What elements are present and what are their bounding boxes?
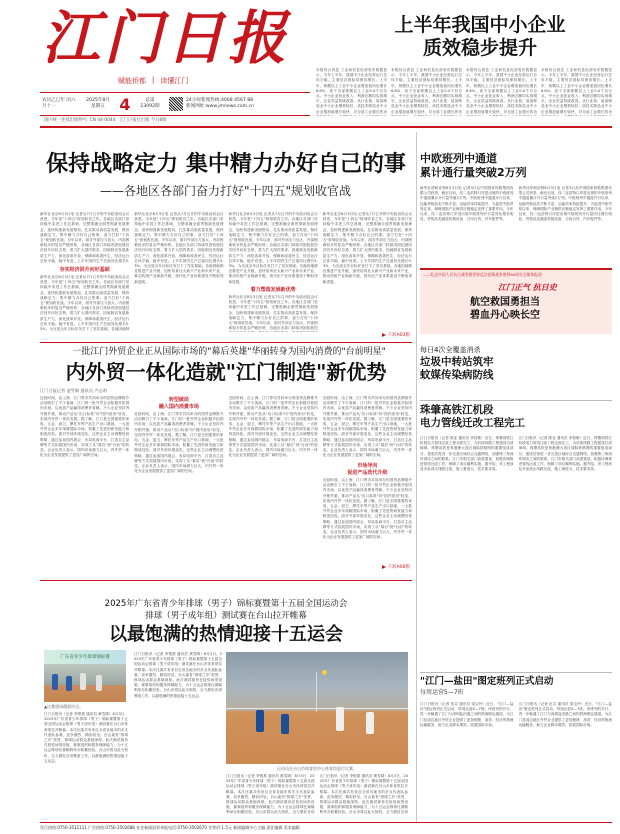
sports-photo-small-caption: ▲比赛现场精彩纷呈。 — [44, 704, 84, 709]
cn-number-line — [44, 117, 166, 123]
middle-headline: 内外贸一体化造就"江门制造"新优势 — [65, 360, 387, 384]
day-number: 4 — [119, 94, 131, 114]
masthead-title: 江门日报 — [42, 4, 291, 72]
divider — [420, 672, 612, 673]
campaign-headline — [470, 296, 540, 322]
right-top-headline-line1: 中欧班列中通道 — [420, 152, 497, 165]
section-divider — [40, 580, 412, 581]
right-story-2-line1: 垃圾中转站筑牢 — [420, 356, 494, 368]
sports-photo-large — [226, 652, 408, 764]
sports-body-col: 江门日报讯（记者 李银燕 通讯员 黄雪晴）8月3日，2025年广东省青少年排球（男子）锦标赛暨第十五届全国运动会排球（男子成年组）测试赛在台山市体育馆拉开帷幕。本次比赛共有来自全省各地市的多支代表队参赛，竞争激烈，精彩纷呈。台山素有"排球之乡"美誉，排球运动群众基础深厚。此次测试赛旨在检验场馆设施、赛事组织和服务保障能力，为十五运会排球比赛顺利举办积累经验。台山市将以此为契机，全力做好各项 — [226, 774, 315, 815]
middle-body-col: 近段时间，由上海、江门等市共同举办的国货品牌推介活动吸引了不少客商。江门的一批外贸企业积极开拓国内市场，以优质产品赢得消费者青睐。不少企业坚持内外销并重，推动产品从"出口标准"向"国内爱用"转变，实现内外贸一体化发展。据了解，江门是全国重要的家电、五金、厨卫、摩托车等产品生产出口基地，一大批外贸企业多年深耕国际市场，积累了先进的研发能力和制造经验。面对外部环境变化，这些企业主动调整经营策略，通过参加国内展会、布局电商平台、打造自主品牌等方式拓展国内市场，实现了从"幕后"到"台前"的转变。企业负责人表示，国内市场潜力巨大，内外贸一体化为企业发展提供了更加广阔的空间。 — [322, 478, 412, 540]
right-top-story[interactable] — [420, 132, 612, 264]
sports-photo-small — [44, 664, 126, 702]
campaign-box[interactable] — [420, 268, 612, 334]
info-bar — [40, 92, 310, 116]
middle-section-head-3: 市场导向 — [357, 463, 378, 469]
right-story-4-body-col: 江门日报讯（记者 伍芬 通讯员 梁宝玲）近日，"江门—盐田"图定班列正式启动，每周运营5—7班。该班列的开行，进一步畅通了江门与深圳盐田港之间的铁海联运通道，为江门及周边地区外贸企业提供了更加便捷、高效、经济的物流运输服务，助力企业降本增效，拓展国际市场。 — [518, 702, 612, 727]
lead-headline: 保持战略定力 集中精力办好自己的事 — [46, 152, 406, 177]
slogan-1: 赋能侨都 — [118, 77, 146, 85]
weekday: 星期五 — [91, 104, 105, 109]
top-story-body — [316, 68, 612, 116]
campaign-banner: ——纪念中国人民抗日战争暨世界反法西斯战争胜利80周年全媒体报道 — [423, 272, 542, 277]
top-body-col: 本报综合消息 工业和信息化部发布数据显示，今年上半年，我国中小企业经营运行总体平稳，主要经济指标均保持增长。上半年，规模以上工业中小企业增加值同比增长6.8%，高于全部规模以上工业0.4个百分点。中小企业营业收入、利润总额均实现增长，企业效益持续改善。从行业看，装备制造业中小企业增势较好，高技术制造业中小企业增加值增长较快，对全部工业增长的贡 — [541, 68, 612, 114]
middle-kicker: 一批江门外贸企业正从国际市场的"幕后英雄"华丽转身为国内消费的"台前明星" — [72, 347, 386, 357]
divider — [420, 400, 612, 401]
sports-headline: 以最饱满的热情迎接十五运会 — [109, 624, 343, 645]
right-story-3-body-col: 江门日报讯（记者 陈亚 通讯员 李智敏）近日，珠肇高铁江机段电力管线迁改工程全面完工，为后续线路工程建设扫清障碍。珠肇高铁是粤港澳大湾区城际铁路网的重要组成部分，建成后将进一步完善区域综合交通网络，加强珠三角西岸城市之间的联系。江门市相关部门高度重视，积极协调推进管线迁改工作，保障了项目顺利实施。据介绍，该工程涉及多条高压线路迁改，施工难度大、技术要求高。 — [518, 436, 612, 472]
sports-body-col: 江门日报讯（记者 李银燕 通讯员 黄雪晴）8月3日，2025年广东省青少年排球（男子）锦标赛暨第十五届全国运动会排球（男子成年组）测试赛在台山市体育馆拉开帷幕。本次比赛共有来自全省各地市的多支代表队参赛，竞争激烈，精彩纷呈。台山素有"排球之乡"美誉，排球运动群众基础深厚。此次测试赛旨在检验场馆设施、赛事组织和服务保障能力，为十五运会排球比赛顺利举办积累经验。台山市将以此为契机，全力做好各项筹备工作，以最饱满的热情迎接十五运会。 — [44, 712, 128, 763]
middle-byline: 江门日报记者 凌雪敏 通讯员 卢志明 — [40, 388, 107, 393]
publisher-line: 江门日报社出版 今日8版 — [119, 118, 167, 123]
right-story-2-line2: 蚊媒传染病防线 — [420, 369, 494, 381]
issue-number: 13092期 — [140, 104, 160, 109]
right-story-3-line2: 电力管线迁改工程完工 — [420, 417, 525, 429]
sports-banner-text: 广东省青少年排球锦标赛 — [60, 655, 110, 660]
right-story-4-subtitle: 每周运营5—7班 — [420, 689, 464, 696]
lead-story[interactable] — [40, 132, 412, 338]
top-story-headline[interactable] — [350, 14, 610, 60]
middle-section-head-4: 促进产品迭代升级 — [347, 470, 388, 476]
top-headline-line1: 上半年我国中小企业 — [394, 14, 566, 36]
right-story-3-line1: 珠肇高铁江机段 — [420, 404, 494, 416]
lead-continue-label: 下转A03版 — [387, 333, 410, 338]
right-story-3-headline — [420, 404, 612, 430]
right-story-4-body-col: 江门日报讯（记者 伍芬 通讯员 梁宝玲）近日，"江门—盐田"图定班列正式启动，每周运营5—7班。该班列的开行，进一步畅通了江门与深圳盐田港之间的铁海联运通道，为江门及周边地区外贸企业提供了更加便捷、高效、经济的物流运输服务，助力企业降本增效，拓展国际市场。 — [420, 702, 514, 727]
right-top-body-col: 新华社呼和浩特8月3日电 记者3日从中国国家铁路集团有限公司获悉，截至目前，经二连浩特口岸进出境的中欧班列中通道累计开行量突破2万列。中欧班列中通道开行以来，运输货物品类不断丰富，运输效率持续提升，为促进中欧贸易往来、保障国际产业链供应链稳定发挥了重要作用。今年以来，经二连浩特口岸进出境中欧班列开行量同比增长明显，货物品类涵盖机械设备、日用百货、汽车配件等。 — [518, 186, 612, 222]
masthead-divider — [40, 126, 612, 128]
footer-divider — [40, 822, 612, 823]
top-body-col: 本报综合消息 工业和信息化部发布数据显示，今年上半年，我国中小企业经营运行总体平稳，主要经济指标均保持增长。上半年，规模以上工业中小企业增加值同比增长6.8%，高于全部规模以上工业0.4个百分点。中小企业营业收入、利润总额均实现增长，企业效益持续改善。从行业看，装备制造业中小企业增势较好，高技术制造业中小企业增加值增长较快，对全部工业增长的贡 — [466, 68, 537, 114]
campaign-headline-line2: 碧血丹心映长空 — [470, 310, 540, 321]
right-story-3[interactable] — [420, 404, 612, 670]
middle-section-head-2: 融入国内消费市场 — [158, 404, 199, 410]
section-divider — [40, 342, 412, 343]
lead-section-head-1: 夯实经济回升向好基础 — [59, 267, 110, 273]
sports-kicker-line1: 2025年广东省青少年排球（男子）锦标赛暨第十五届全国运动会 — [104, 599, 348, 609]
middle-continue[interactable] — [382, 564, 410, 570]
slogan-2: 读懂江门 — [160, 77, 189, 85]
top-body-col: 本报综合消息 工业和信息化部发布数据显示，今年上半年，我国中小企业经营运行总体平稳，主要经济指标均保持增长。上半年，规模以上工业中小企业增加值同比增长6.8%，高于全部规模以上工业0.4个百分点。中小企业营业收入、利润总额均实现增长，企业效益持续改善。从行业看，装备制造业中小企业增势较好，高技术制造业中小企业增加值增长较快，对全部工业增长的贡 — [391, 68, 462, 114]
middle-section-head-1: 转型破局 — [168, 397, 189, 403]
sports-story[interactable] — [40, 584, 412, 820]
lead-body-col: 新华社北京8月3日电 记者从7月召开的中央政治局会议获悉，今年是"十四五"规划收官之年。各地区各部门坚持稳中求进工作总基调，完整准确全面贯彻新发展理念，加快构建新发展格局，扎实推动高质量发展，保持战略定力，集中精力办好自己的事，奋力打好"十四五"规划收官战。今年以来，面对外部压力加大、内部困难较多的复杂严峻形势，各地区各部门持续巩固拓展经济回升向好态势，着力扩大国内需求，因地制宜发展新质生产力，深化改革开放，保障和改善民生，经济运行总体平稳、稳中有进。上半年国内生产总值同比增长5.3%，为完成全年目标任务打下了坚实基础。各地因地制宜推进产业升级，加快培育壮大新兴产业和未来产业，推动传统产业焕新升级，现代化产业体系建设不断取得新进展。 — [134, 212, 224, 284]
top-body-col: 本报综合消息 工业和信息化部发布数据显示，今年上半年，我国中小企业经营运行总体平稳，主要经济指标均保持增长。上半年，规模以上工业中小企业增加值同比增长6.8%，高于全部规模以上工业0.4个百分点。中小企业营业收入、利润总额均实现增长，企业效益持续改善。从行业看，装备制造业中小企业增势较好，高技术制造业中小企业增加值增长较快，对全部工业增长的贡 — [316, 68, 387, 114]
column-divider — [416, 132, 417, 822]
issue-label: 总第 — [145, 98, 155, 103]
right-story-3-body-col: 江门日报讯（记者 陈亚 通讯员 李智敏）近日，珠肇高铁江机段电力管线迁改工程全面完工，为后续线路工程建设扫清障碍。珠肇高铁是粤港澳大湾区城际铁路网的重要组成部分，建成后将进一步完善区域综合交通网络，加强珠三角西岸城市之间的联系。江门市相关部门高度重视，积极协调推进管线迁改工作，保障了项目顺利实施。据介绍，该工程涉及多条高压线路迁改，施工难度大、技术要求高。 — [420, 436, 514, 472]
right-top-body-col: 新华社呼和浩特8月3日电 记者3日从中国国家铁路集团有限公司获悉，截至目前，经二连浩特口岸进出境的中欧班列中通道累计开行量突破2万列。中欧班列中通道开行以来，运输货物品类不断丰富，运输效率持续提升，为促进中欧贸易往来、保障国际产业链供应链稳定发挥了重要作用。今年以来，经二连浩特口岸进出境中欧班列开行量同比增长明显，货物品类涵盖机械设备、日用百货、汽车配件等。 — [420, 186, 514, 222]
triangle-icon — [382, 333, 386, 337]
right-top-headline-line2: 累计通行量突破2万列 — [420, 166, 527, 179]
footer: 发行热线:0750-3511111 广告热线:0750-3502688 社会新闻投诉举报电话:0750-3502670 零售价:1.5元 新闻编辑中心主编 责任编辑 美术编辑 — [40, 825, 300, 830]
right-story-4-headline: "江门—盐田"图定班列正式启动 — [420, 676, 554, 687]
lead-continue[interactable] — [382, 332, 410, 338]
top-headline-line2: 质效稳步提升 — [422, 37, 537, 59]
middle-body-col: 近段时间，由上海、江门等市共同举办的国货品牌推介活动吸引了不少客商。江门的一批外贸企业积极开拓国内市场，以优质产品赢得消费者青睐。不少企业坚持内外销并重，推动产品从"出口标准"向"国内爱用"转变，实现内外贸一体化发展。据了解，江门是全国重要的家电、五金、厨卫、摩托车等产品生产出口基地，一大批外贸企业多年深耕国际市场，积累了先进的研发能力和制造经验。面对外部环境变化，这些企业主动调整经营策略，通过参加国内展会、布局电商平台、打造自主品牌等方式拓展国内市场，实现了从"幕后"到"台前"的转变。企业负责人表示，国内市场潜力巨大，内外贸一体化为企业发展提供了更加广阔的空间。 — [40, 396, 130, 458]
sports-kicker — [40, 598, 412, 622]
right-story-4[interactable] — [420, 676, 612, 820]
middle-story[interactable] — [40, 346, 412, 576]
lead-body-col: 新华社北京8月3日电 记者从7月召开的中央政治局会议获悉，今年是"十四五"规划收官之年。各地区各部门坚持稳中求进工作总基调，完整准确全面贯彻新发展理念，加快构建新发展格局，扎实推动高质量发展，保持战略定力，集中精力办好自己的事，奋力打好"十四五"规划收官战。今年以来，面对外部压力加大、内部困难较多的复杂严峻形势，各地区各部门持续巩固拓展经济回升向好态势，着力扩大国内需求，因地制宜发展新质生产力，深化改革开放，保障和改善民生，经济运行总体平稳、稳中有进。上半年国内生产总值同比增长5.3%，为完成全年目标任务打下了坚实基础。各地因地制宜推进产业升级，加快培育壮大新兴产业和未来产业，推动传统产业焕新升级，现代化产业体系建设不断取得新进展。 — [322, 212, 412, 284]
lead-body-col: 新华社北京8月3日电 记者从7月召开的中央政治局会议获悉，今年是"十四五"规划收官之年。各地区各部门坚持稳中求进工作总基调，完整准确全面贯彻新发展理念，加快构建新发展格局，扎实推动高质量发展，保持战略定力，集中精力办好自己的事，奋力打好"十四五"规划收官战。今年以来，面对外部压力加大、内部困难较多的复杂严峻形势，各地区各部门持续巩固拓展经济回升向好态势，着力扩大国内需求，因地制宜发展新质生产力，深化改革开放，保障和改善民生，经济运行总体平稳、稳中有进。上半年国内生产总值同比增长5. — [40, 212, 130, 263]
masthead-slogan: 赋能侨都 | 读懂江门 — [118, 76, 189, 85]
qr-code — [169, 97, 183, 111]
masthead — [0, 0, 620, 123]
sports-body-col: 江门日报讯（记者 李银燕 通讯员 黄雪晴）8月3日，2025年广东省青少年排球（男子）锦标赛暨第十五届全国运动会排球（男子成年组）测试赛在台山市体育馆拉开帷幕。本次比赛共有来自全省各地市的多支代表队参赛，竞争激烈，精彩纷呈。台山素有"排球之乡"美誉，排球运动群众基础深厚。此次测试赛旨在检验场馆设施、赛事组织和服务保障能力，为十五运会排球比赛顺利举办积累经验。台山市将以此为契机，全力做好各项筹备工作，以最饱满的热情迎接十五运会。 — [134, 652, 222, 698]
right-top-headline — [420, 152, 612, 180]
sports-body-col: 江门日报讯（记者 李银燕 通讯员 黄雪晴）8月3日，2025年广东省青少年排球（男子）锦标赛暨第十五届全国运动会排球（男子成年组）测试赛在台山市体育馆拉开帷幕。本次比赛共有来自全省各地市的多支代表队参赛，竞争激烈，精彩纷呈。台山素有"排球之乡"美誉，排球运动群众基础深厚。此次测试赛旨在检验场馆设施、赛事组织和服务保障能力，为十五运会排球比赛顺利举办积累经验。台山市将以此为契机，全力做好各项 — [319, 774, 408, 815]
cn-number: 国内统一连续出版物号: CN 44-0044 — [44, 118, 116, 123]
middle-body-col: 近段时间，由上海、江门等市共同举办的国货品牌推介活动吸引了不少客商。江门的一批外贸企业积极开拓国内市场，以优质产品赢得消费者青睐。不少企业坚持内外销并重，推动产品从"出口标准"向"国内爱用"转变，实现内外贸一体化发展。据了解，江门是全国重要的家电、五金、厨卫、摩托车等产品生产出口基地，一大批外贸企业多年深耕国际市场，积累了先进的研发能力和制造经验。面对外部环境变化，这些企业主动调整经营策略，通过参加国内展会、布局电商平台、打造自主品牌等方式拓展国内市场，实现了从"幕后"到"台前"的转变。企业负责人表示，国内市场潜力巨大，内外贸一体化为企业发展提供了更加广阔的空间。 — [322, 396, 412, 458]
hotline: 24小时新闻热线:4008 4567 88 — [186, 98, 254, 103]
website: 新闻网址:www.jmnews.com.cn — [186, 104, 255, 109]
right-story-2-headline — [420, 356, 612, 382]
triangle-icon — [382, 565, 386, 569]
right-story-2-kicker: 每日4次全覆盖消杀 — [420, 346, 481, 354]
middle-body-col: 近段时间，由上海、江门等市共同举办的国货品牌推介活动吸引了不少客商。江门的一批外贸企业积极开拓国内市场，以优质产品赢得消费者青睐。不少企业坚持内外销并重，推动产品从"出口标准"向"国内爱用"转变，实现内外贸一体化发展。据了解，江门是全国重要的家电、五金、厨卫、摩托车等产品生产出口基地，一大批外贸企业多年深耕国际市场，积累了先进的研发能力和制造经验。面对外部环境变化，这些企业主动调整经营策略，通过参加国内展会、布局电商平台、打造自主品牌等方式拓展国内市场，实现了从"幕后"到"台前"的转变。企业负责人表示，国内市场潜力巨大，内外贸一体化为企业发展提供了更加广阔的空间。 — [228, 396, 318, 458]
sports-kicker-line2: 排球（男子成年组）测试赛在台山拉开帷幕 — [145, 611, 307, 621]
right-story-2[interactable] — [420, 346, 612, 398]
middle-continue-label: 下转A06版 — [387, 565, 410, 570]
campaign-program: 江门正气 抗日史 — [498, 282, 557, 292]
lunar-date: 农历乙巳年 闰六月十一 — [42, 98, 76, 109]
lead-body-col: 新华社北京8月3日电 记者从7月召开的中央政治局会议获悉，今年是"十四五"规划收官之年。各地区各部门坚持稳中求进工作总基调，完整准确全面贯彻新发展理念，加快构建新发展格局，扎实推动高质量发展，保持战略定力，集中精力办好自己的事，奋力打好"十四五"规划收官战。今年以来，面对外部压力加大、内部困难较多的复杂严峻形势，各地区各部门持续巩固拓展经济回升向好态势，着力扩大国内需求，因地制宜发展新质生产力，深化改革开放，保障和改善民生，经济运行总体平稳、稳中有进。上半年国内生产总值同比增长5.3%，为完成全年目标任务打下了坚实基础。各地因地制 — [40, 275, 130, 332]
middle-body-col: 近段时间，由上海、江门等市共同举办的国货品牌推介活动吸引了不少客商。江门的一批外贸企业积极开拓国内市场，以优质产品赢得消费者青睐。不少企业坚持内外销并重，推动产品从"出口标准"向"国内爱用"转变，实现内外贸一体化发展。据了解，江门是全国重要的家电、五金、厨卫、摩托车等产品生产出口基地，一大批外贸企业多年深耕国际市场，积累了先进的研发能力和制造经验。面对外部环境变化，这些企业主动调整经营策略，通过参加国内展会、布局电商平台、打造自主品牌等方式拓展国内市场，实现了从"幕后"到"台前"的转变。企业负责人表示，国内市场潜力巨大，内外贸一体化为企业发展提供了更加广阔的空间。 — [134, 412, 224, 474]
lead-section-head-2: 着力塑造发展新优势 — [250, 287, 296, 293]
lead-body-col: 新华社北京8月3日电 记者从7月召开的中央政治局会议获悉，今年是"十四五"规划收官之年。各地区各部门坚持稳中求进工作总基调，完整准确全面贯彻新发展理念，加快构建新发展格局，扎实推动高质量发展，保持战略定力，集中精力办好自己的事，奋力打好"十四五"规划收官战。今年以来，面对外部压力加大、内部困难较多的复杂严峻形势，各地区各部门持续巩固拓展经 — [228, 295, 318, 331]
sports-banner — [44, 650, 126, 664]
campaign-headline-line1: 航空救国勇担当 — [470, 297, 540, 308]
date: 2025年8月 — [86, 98, 110, 103]
lead-body-col: 新华社北京8月3日电 记者从7月召开的中央政治局会议获悉，今年是"十四五"规划收官之年。各地区各部门坚持稳中求进工作总基调，完整准确全面贯彻新发展理念，加快构建新发展格局，扎实推动高质量发展，保持战略定力，集中精力办好自己的事，奋力打好"十四五"规划收官战。今年以来，面对外部压力加大、内部困难较多的复杂严峻形势，各地区各部门持续巩固拓展经济回升向好态势，着力扩大国内需求，因地制宜发展新质生产力，深化改革开放，保障和改善民生，经济运行总体平稳、稳中有进。上半年国内生产总值同比增长5.3%，为完成全年目标任务打下了坚实基础。各地因地制宜推进产业升级，加快培育壮大新兴产业和未来产业，推动传统产业焕新升级，现代化产业体系建设不断取得新进展。 — [228, 212, 318, 284]
lead-subhead: ——各地区各部门奋力打好"十四五"规划收官战 — [100, 184, 352, 198]
sports-photo-caption: 运动员在台山市体育馆中心体育馆进行比赛。 — [277, 766, 357, 771]
